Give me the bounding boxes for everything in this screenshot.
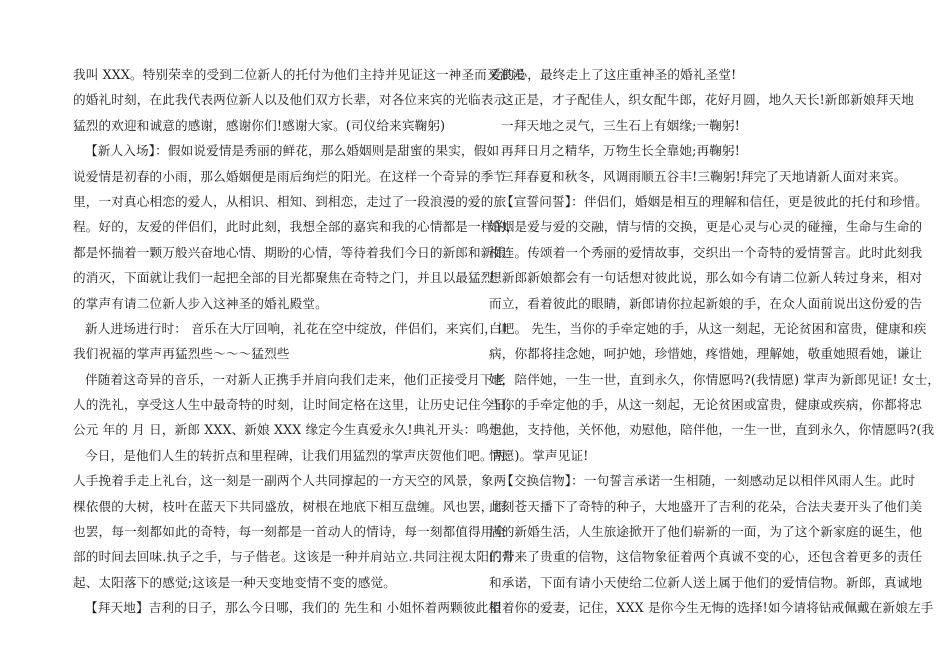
text-line: 公元 年的 月 日，新郎 XXX、新娘 XXX 缘定今生真爱永久!典礼开头：鸣炮。 [73,422,515,438]
text-line: 三拜春夏和秋冬，风调雨顺五谷丰!三鞠躬!拜完了天地请新人面对来宾。 [501,168,907,184]
text-line: 都是怀揣着一颗万般兴奋地心情、期盼的心情，等待着我们今日的新郎和新娘 [73,244,507,260]
text-line: 望着你的爱妻，记住，XXX 是你今生无悔的选择!如今请将钻戒佩戴在新娘左手 [489,600,934,616]
text-line: 【交换信物】：一句誓言承诺一生相随，一刻感动足以相伴风雨人生。此时 [501,473,916,489]
text-line: 棵依偎的大树，枝叶在蓝天下共同盛放，树根在地底下相互盘缠。风也罢，雨 [73,498,507,514]
text-line: 一拜天地之灵气，三生石上有姻缘;一鞠躬! [501,117,740,133]
text-line: 里，一对真心相恋的爱人，从相识、相知、到相恋，走过了一段浪漫的爱的旅 [73,193,507,209]
text-line: 这正是，才子配佳人，织女配牛郎，花好月圆，地久天长!新郎新娘拜天地 [501,92,915,108]
text-line: 的消灭，下面就让我们一起把全部的目光都聚焦在奇特之门，并且以最猛烈 [73,270,494,286]
text-line: 而立，看着彼此的眼睛，新郎请你拉起新娘的手，在众人面前说出这份爱的告 [489,295,923,311]
text-line: 情愿)。掌声见证! [489,447,589,463]
text-line: 们带来了贵重的信物，这信物象征着两个真诚不变的心，还包含着更多的责任 [489,549,923,565]
text-line: 相连。传颂着一个秀丽的爱情故事，交织出一个奇特的爱情誓言。此时此刻我 [489,244,923,260]
text-line: 爱的心，最终走上了这庄重神圣的婚礼圣堂! [489,67,737,82]
text-line: 再拜日月之精华，万物生长全靠她;再鞠躬! [501,143,740,159]
text-line: 伴随着这奇异的音乐，一对新人正携手并肩向我们走来，他们正接受月下老 [85,371,506,387]
text-line: 当你的手牵定他的手，从这一刻起，无论贫困或富贵，健康或疾病，你都将忠 [489,397,923,413]
text-line: 婚姻是爱与爱的交融，情与情的交换，更是心灵与心灵的碰撞，生命与生命的 [489,219,923,235]
text-line: 我叫 XXX。特别荣幸的受到二位新人的托付为他们主持并见证这一神圣而又浪漫 [73,67,526,82]
text-line: 今日，是他们人生的转折点和里程碑，让我们用猛烈的掌声庆贺他们吧。两 [85,447,506,463]
text-line: 【宣誓问誓】：伴侣们，婚姻是相互的理解和信任，更是彼此的托付和珍惜。 [501,193,928,209]
text-line: 病，你都将挂念她，呵护她，珍惜她，疼惜她，理解她，敬重她照看她，谦让 [489,346,923,362]
text-line: 于他，支持他，关怀他，劝慰他，陪伴他，一生一世，直到永久，你情愿吗?(我 [489,422,935,438]
text-line: 【拜天地】吉利的日子，那么今日哪，我们的 先生和 小姐怀着两颗彼此相 [85,600,502,616]
text-line: 我们祝福的掌声再猛烈些～～～猛烈些 [73,346,290,362]
text-line: 说爱情是初春的小雨，那么婚姻便是雨后绚烂的阳光。在这样一个奇异的季节 [73,168,507,184]
text-line: 的婚礼时刻，在此我代表两位新人以及他们双方长辈，对各位来宾的光临表示 [73,92,507,108]
text-line: 人的洗礼，享受这人生中最奇特的时刻，让时间定格在这里，让历史记住今日， [73,397,520,413]
text-line: 新人进场进行时： 音乐在大厅回响，礼花在空中绽放，伴侣们，来宾们，让 [85,320,510,336]
text-line: 此刻苍天播下了奇特的种子，大地盛开了吉利的花朵，合法夫妻开头了他们美 [489,498,923,514]
text-line: 和承诺，下面有请小天使给二位新人送上属于他们的爱情信物。新郎，真诚地 [489,574,923,590]
text-line: 也罢，每一刻都如此的奇特，每一刻都是一首动人的情诗，每一刻都值得用全 [73,524,507,540]
text-line: 【新人入场】：假如说爱情是秀丽的鲜花，那么婚姻则是甜蜜的果实，假如 [85,143,500,159]
right-text-column [489,62,941,621]
text-line: 想新郎新娘都会有一句话想对彼此说，那么如今有请二位新人转过身来，相对 [489,270,923,286]
text-line: 满的新婚生活，人生旅途掀开了他们崭新的一面，为了这个新家庭的诞生，他 [489,524,923,540]
text-line: 部的时间去回味.执子之手，与子偕老。这该是一种并肩站立.共同注视太阳的升 [73,549,515,565]
text-line: 她，陪伴她，一生一世，直到永久，你情愿吗?(我情愿) 掌声为新郎见证! 女士， [489,371,941,387]
text-line: 白吧。 先生，当你的手牵定她的手，从这一刻起，无论贫困和富贵，健康和疾 [489,320,927,336]
text-line: 猛烈的欢迎和诚意的感谢，感谢你们!感谢大家。(司仪给来宾鞠躬) [73,117,446,133]
text-line: 程。好的，友爱的伴侣们，此时此刻，我想全部的嘉宾和我的心情都是一样的， [73,219,520,235]
text-line: 起、太阳落下的感觉;这该是一种天变地变情不变的感觉。 [73,574,396,590]
text-line: 的掌声有请二位新人步入这神圣的婚礼殿堂。 [73,295,328,311]
text-line: 人手挽着手走上礼台，这一刻是一副两个人共同撑起的一方天空的风景，象两 [73,473,507,489]
left-text-column [73,62,526,621]
